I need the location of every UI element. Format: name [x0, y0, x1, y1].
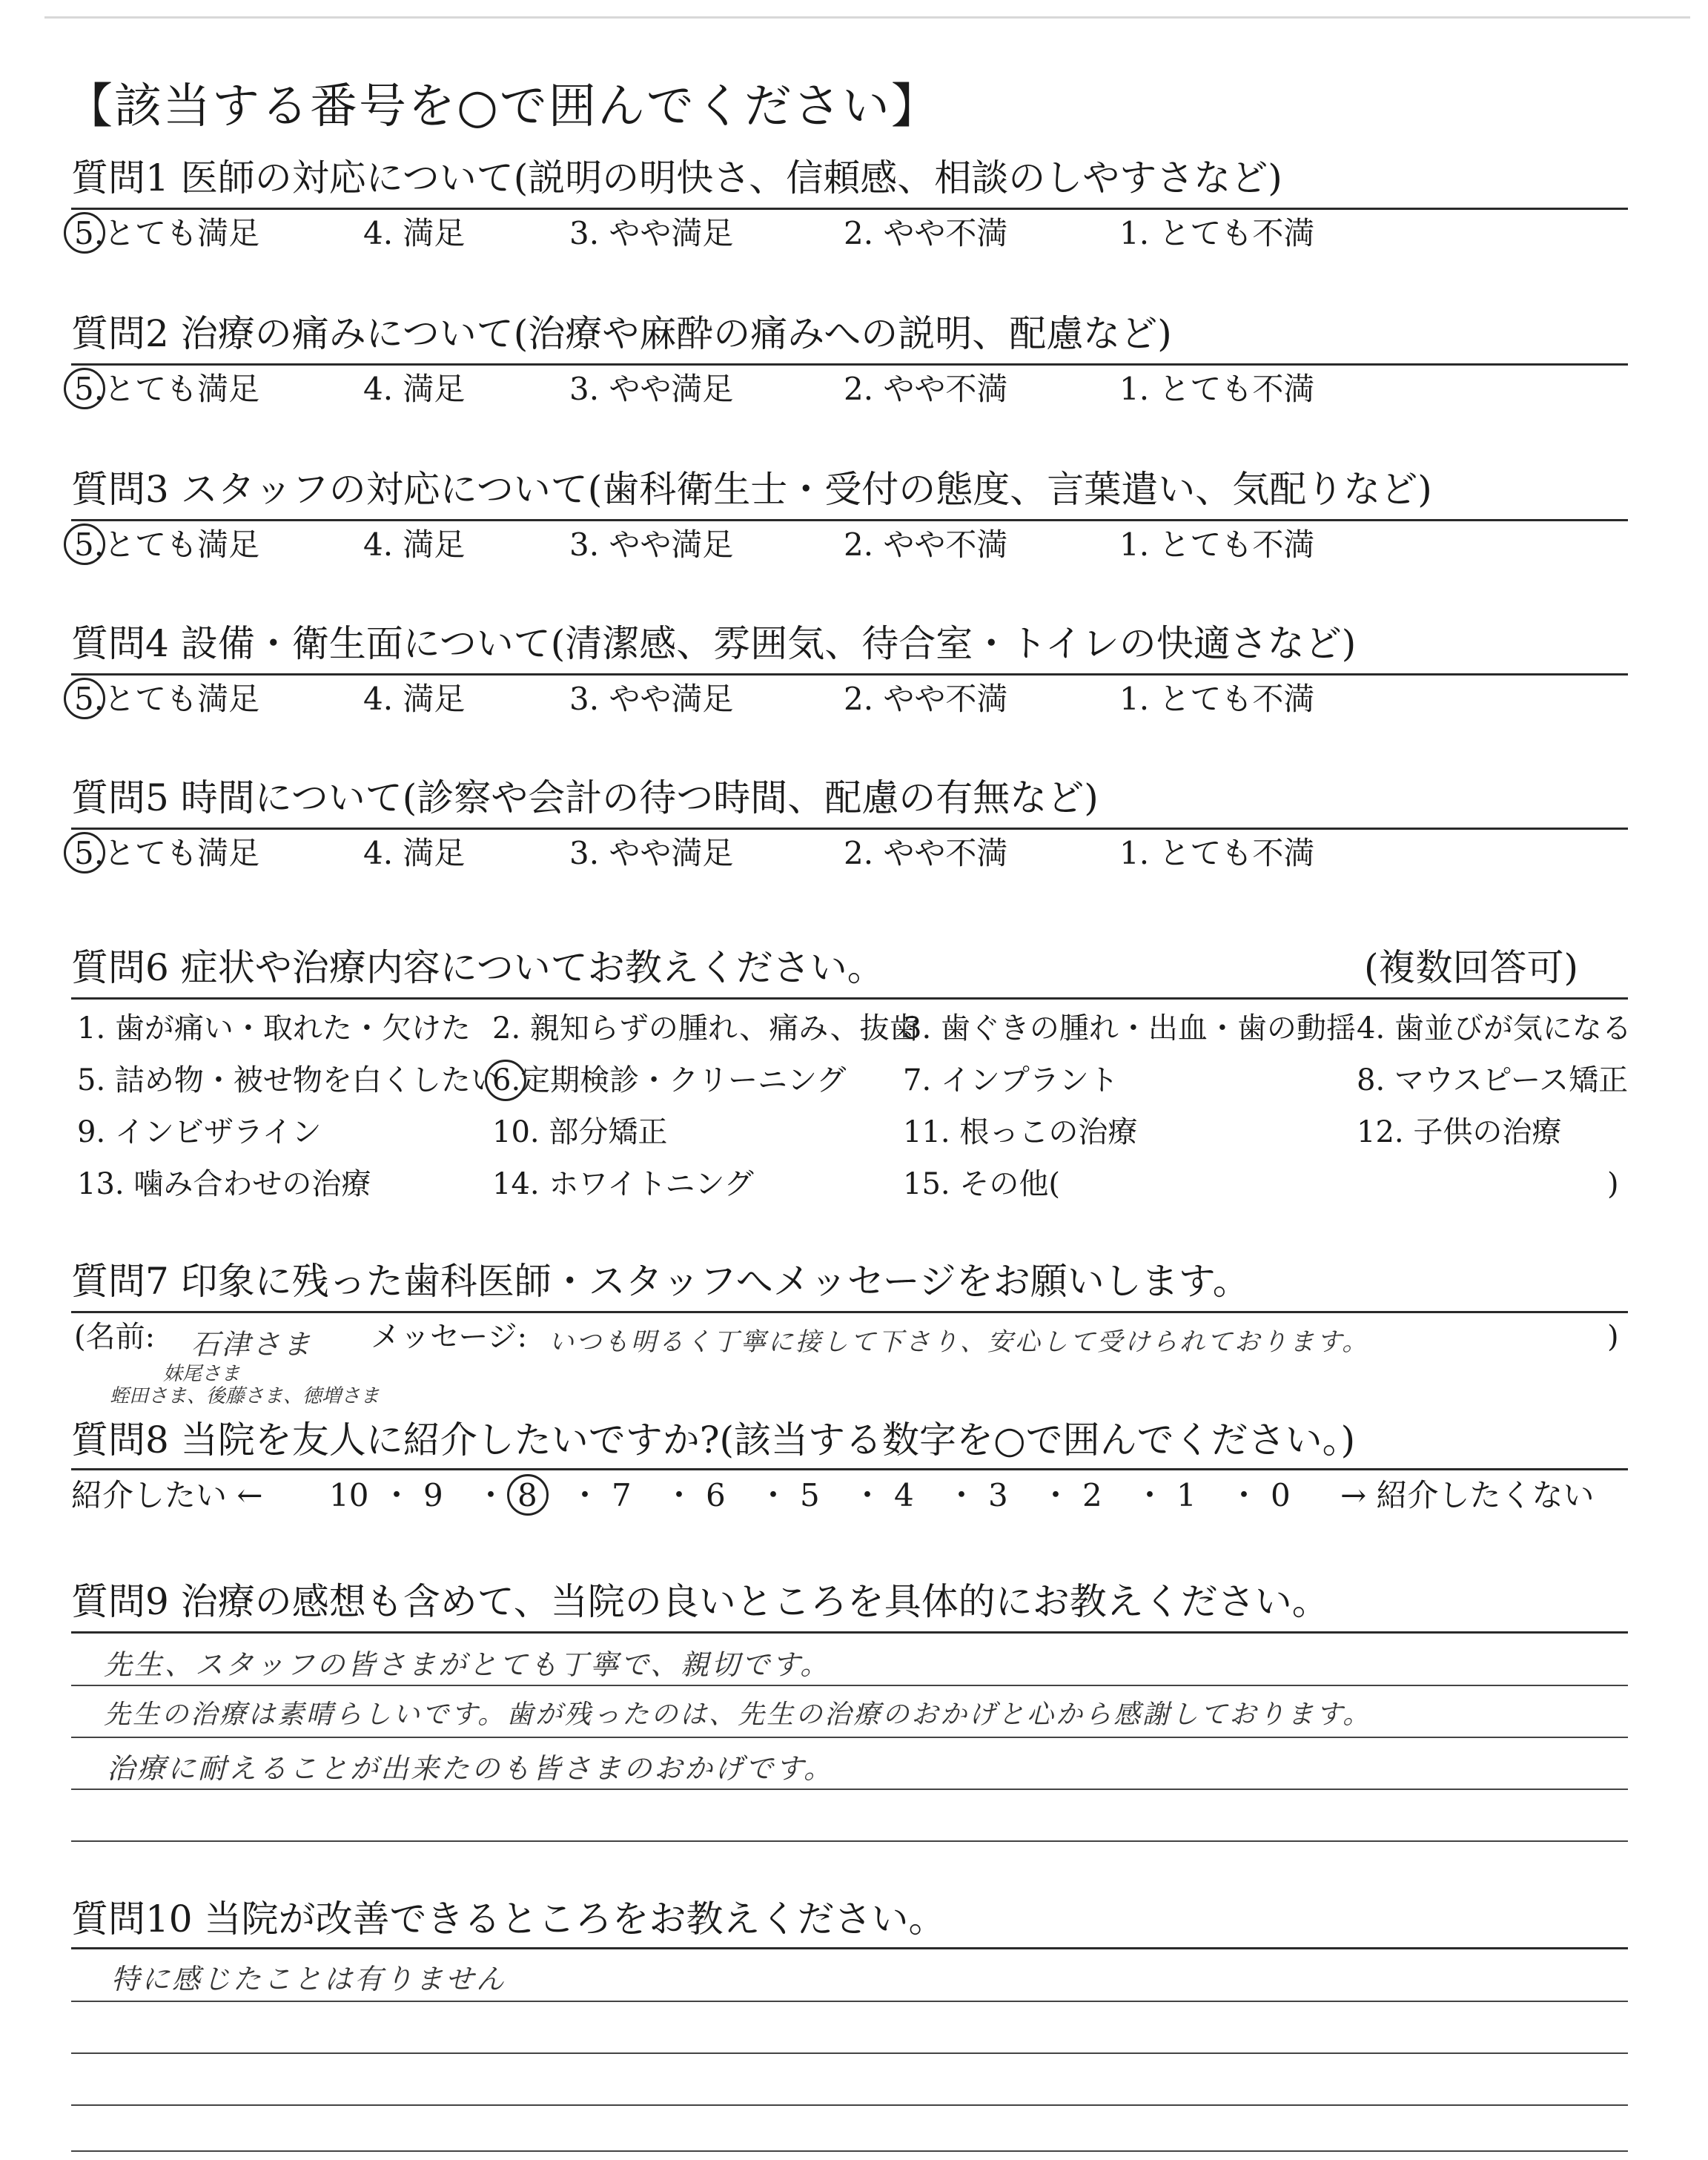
question-3-option-5[interactable]: 5.とても満足: [74, 526, 260, 563]
q8-separator-dot: ・: [475, 1477, 507, 1513]
q6-option-11[interactable]: 11. 根っこの治療: [903, 1115, 1138, 1149]
q8-rule: [71, 1468, 1628, 1470]
q9-answer-line-3: [71, 1789, 1628, 1790]
question-3-option-2[interactable]: 2. やや不満: [844, 526, 1008, 563]
q7-rule: [71, 1311, 1628, 1313]
q8-left-label: 紹介したい ←: [71, 1477, 263, 1513]
question-5-selected-circle: [64, 832, 105, 873]
q9-label: 質問9 治療の感想も含めて、当院の良いところを具体的にお教えください。: [71, 1580, 1329, 1623]
question-4-option-2[interactable]: 2. やや不満: [844, 681, 1008, 717]
q7-message-value[interactable]: いつも明るく丁寧に接して下さり、安心して受けられております。: [549, 1327, 1370, 1357]
q8-separator-dot: ・: [663, 1477, 695, 1513]
q8-separator-dot: ・: [758, 1477, 790, 1513]
question-1-option-4[interactable]: 4. 満足: [363, 215, 466, 251]
question-1-option-1[interactable]: 1. とても不満: [1119, 215, 1315, 251]
question-5-option-5[interactable]: 5.とても満足: [74, 835, 260, 871]
q10-label: 質問10 当院が改善できるところをお教えください。: [71, 1898, 946, 1941]
question-5-option-4[interactable]: 4. 満足: [363, 835, 466, 871]
question-3-rule: [71, 519, 1628, 521]
question-3-option-4[interactable]: 4. 満足: [363, 526, 466, 563]
q6-option-10[interactable]: 10. 部分矯正: [492, 1115, 668, 1149]
question-5-option-1[interactable]: 1. とても不満: [1119, 835, 1315, 871]
q6-label: 質問6 症状や治療内容についてお教えください。: [71, 946, 884, 989]
question-4-option-5[interactable]: 5.とても満足: [74, 681, 260, 717]
q8-score-7[interactable]: 7: [612, 1477, 632, 1513]
q10-answer-line-2: [71, 2052, 1628, 2054]
q7-extra-names-1[interactable]: 妹尾さま: [163, 1363, 241, 1385]
q6-option-6[interactable]: 6.定期検診・クリーニング: [492, 1063, 847, 1097]
question-5-label: 質問5 時間について(診察や会計の待つ時間、配慮の有無など): [71, 776, 1099, 819]
q10-answer-1[interactable]: 特に感じたことは有りません: [111, 1963, 507, 1995]
q10-rule: [71, 1947, 1628, 1949]
q6-rule: [71, 997, 1628, 1000]
q8-right-label: → 紹介したくない: [1340, 1477, 1595, 1513]
question-4-rule: [71, 673, 1628, 676]
question-1-selected-circle: [64, 212, 105, 254]
q6-option-3[interactable]: 3. 歯ぐきの腫れ・出血・歯の動揺: [903, 1011, 1356, 1046]
question-2-label: 質問2 治療の痛みについて(治療や麻酔の痛みへの説明、配慮など): [71, 312, 1172, 355]
q8-score-4[interactable]: 4: [894, 1477, 914, 1513]
question-4-option-3[interactable]: 3. やや満足: [569, 681, 734, 717]
question-3-label: 質問3 スタッフの対応について(歯科衛生士・受付の態度、言葉遣い、気配りなど): [71, 468, 1432, 511]
q7-message-label: メッセージ:: [371, 1320, 528, 1354]
question-2-option-3[interactable]: 3. やや満足: [569, 371, 734, 407]
q6-option-12[interactable]: 12. 子供の治療: [1357, 1115, 1562, 1149]
q8-label: 質問8 当院を友人に紹介したいですか?(該当する数字を○で囲んでください。): [71, 1418, 1356, 1462]
q8-score-5[interactable]: 5: [800, 1477, 820, 1513]
question-5-rule: [71, 828, 1628, 830]
q6-option-9[interactable]: 9. インビザライン: [77, 1115, 322, 1149]
question-5-option-3[interactable]: 3. やや満足: [569, 835, 734, 871]
question-2-option-1[interactable]: 1. とても不満: [1119, 371, 1315, 407]
q8-score-3[interactable]: 3: [988, 1477, 1008, 1513]
q8-selected-circle: [507, 1474, 549, 1516]
q7-name-label: (名前:: [74, 1320, 156, 1354]
question-3-option-1[interactable]: 1. とても不満: [1119, 526, 1315, 563]
q8-separator-dot: ・: [946, 1477, 978, 1513]
q9-answer-1[interactable]: 先生、スタッフの皆さまがとても丁寧で、親切です。: [104, 1648, 831, 1681]
q8-separator-dot: ・: [1040, 1477, 1072, 1513]
question-2-selected-circle: [64, 368, 105, 409]
q8-separator-dot: ・: [381, 1477, 413, 1513]
q9-answer-2[interactable]: 先生の治療は素晴らしいです。歯が残ったのは、先生の治療のおかげと心から感謝しております。: [104, 1700, 1372, 1730]
question-1-rule: [71, 208, 1628, 210]
question-4-selected-circle: [64, 678, 105, 719]
q9-rule: [71, 1631, 1628, 1634]
q10-answer-line-3: [71, 2104, 1628, 2106]
question-2-option-5[interactable]: 5.とても満足: [74, 371, 260, 407]
q6-option-16: ): [1607, 1167, 1619, 1201]
q10-answer-line-4: [71, 2150, 1628, 2152]
q8-score-1[interactable]: 1: [1176, 1477, 1196, 1513]
question-1-option-2[interactable]: 2. やや不満: [844, 215, 1008, 251]
q10-answer-line-1: [71, 2001, 1628, 2002]
question-5-option-2[interactable]: 2. やや不満: [844, 835, 1008, 871]
q8-score-0[interactable]: 0: [1271, 1477, 1291, 1513]
q6-note: (複数回答可): [1364, 946, 1579, 989]
q9-answer-3[interactable]: 治療に耐えることが出来たのも皆さまのおかげです。: [107, 1752, 834, 1785]
question-3-selected-circle: [64, 524, 105, 565]
question-3-option-3[interactable]: 3. やや満足: [569, 526, 734, 563]
question-2-option-4[interactable]: 4. 満足: [363, 371, 466, 407]
scan-edge: [44, 16, 1690, 19]
question-4-option-1[interactable]: 1. とても不満: [1119, 681, 1315, 717]
q7-close: ): [1607, 1320, 1619, 1354]
q8-separator-dot: ・: [569, 1477, 601, 1513]
q6-option-7[interactable]: 7. インプラント: [903, 1063, 1119, 1097]
q6-option-4[interactable]: 4. 歯並びが気になる: [1357, 1011, 1632, 1046]
question-1-option-5[interactable]: 5.とても満足: [74, 215, 260, 251]
q8-score-6[interactable]: 6: [706, 1477, 726, 1513]
q8-score-9[interactable]: 9: [423, 1477, 443, 1513]
q8-score-2[interactable]: 2: [1082, 1477, 1102, 1513]
q6-option-14[interactable]: 14. ホワイトニング: [492, 1167, 754, 1201]
q7-extra-names-2[interactable]: 蛭田さま、後藤さま、徳増さま: [110, 1385, 380, 1407]
q6-option-13[interactable]: 13. 噛み合わせの治療: [77, 1167, 371, 1201]
question-4-option-4[interactable]: 4. 満足: [363, 681, 466, 717]
q8-separator-dot: ・: [852, 1477, 884, 1513]
q8-separator-dot: ・: [1228, 1477, 1260, 1513]
q6-selected-circle: [485, 1060, 526, 1101]
page-title: 【該当する番号を○で囲んでください】: [65, 79, 940, 134]
q6-option-1[interactable]: 1. 歯が痛い・取れた・欠けた: [77, 1011, 471, 1046]
q8-score-8[interactable]: 8: [517, 1477, 537, 1513]
q8-score-10[interactable]: 10: [329, 1477, 369, 1513]
q7-name-value[interactable]: 石津さま: [191, 1328, 314, 1361]
question-1-label: 質問1 医師の対応について(説明の明快さ、信頼感、相談のしやすさなど): [71, 156, 1282, 199]
q9-answer-line-1: [71, 1685, 1628, 1686]
question-4-label: 質問4 設備・衛生面について(清潔感、雰囲気、待合室・トイレの快適さなど): [71, 622, 1357, 665]
q8-separator-dot: ・: [1134, 1477, 1166, 1513]
q6-option-2[interactable]: 2. 親知らずの腫れ、痛み、抜歯: [492, 1011, 919, 1046]
question-2-option-2[interactable]: 2. やや不満: [844, 371, 1008, 407]
q9-answer-line-2: [71, 1737, 1628, 1738]
q7-label: 質問7 印象に残った歯科医師・スタッフへメッセージをお願いします。: [71, 1260, 1250, 1303]
q6-option-5[interactable]: 5. 詰め物・被せ物を白くしたい: [77, 1063, 500, 1097]
question-1-option-3[interactable]: 3. やや満足: [569, 215, 734, 251]
q9-answer-line-4: [71, 1840, 1628, 1842]
q6-option-8[interactable]: 8. マウスピース矯正: [1357, 1063, 1629, 1097]
question-2-rule: [71, 363, 1628, 366]
q6-option-15[interactable]: 15. その他(: [903, 1167, 1060, 1201]
